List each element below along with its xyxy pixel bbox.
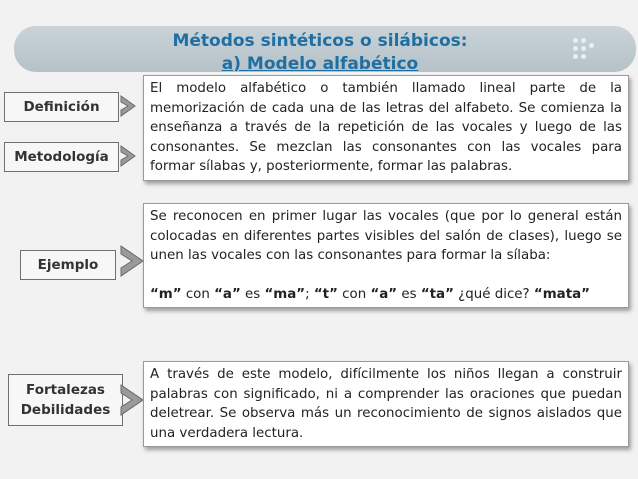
arrow-right-icon bbox=[120, 245, 144, 277]
label-ejemplo: Ejemplo bbox=[20, 250, 116, 280]
title-line-1: Métodos sintéticos o silábicos: bbox=[172, 31, 468, 51]
arrow-right-icon bbox=[120, 384, 144, 416]
definicion-text: El modelo alfabético o también llamado lineal parte de la memorización de cada una de las letras del alfabeto. Se comienza la enseñanza a través de la repetición de las vocales y luego de las consonantes. Se mezclan las consonantes con las vocales para formar sílabas y, posteriormente, formar las palabras. bbox=[150, 81, 622, 174]
label-debilidades: Debilidades bbox=[20, 402, 111, 418]
definicion-text-box bbox=[143, 75, 629, 181]
slide-title bbox=[150, 30, 490, 76]
label-definicion: Definición bbox=[4, 92, 119, 122]
ejemplo-text-box bbox=[143, 203, 629, 308]
label-metodologia: Metodología bbox=[4, 142, 119, 172]
label-fortalezas: Fortalezas bbox=[26, 382, 105, 398]
decorative-dots bbox=[573, 38, 599, 60]
arrow-right-icon bbox=[120, 145, 136, 167]
fortalezas-text: A través de este modelo, difícilmente los niños llegan a construir palabras con significado, ni a comprender las oraciones que puedan deletrear. Se observa más un reconocimiento de signos aislados que una verdadera lectura. bbox=[150, 367, 622, 441]
label-fortalezas-debilidades bbox=[8, 374, 123, 426]
fortalezas-text-box bbox=[143, 361, 629, 447]
ejemplo-example-line: “m” con “a” es “ma”; “t” con “a” es “ta” ¿qué dice? “mata” bbox=[150, 286, 590, 302]
arrow-right-icon bbox=[120, 95, 136, 117]
title-line-2: a) Modelo alfabético bbox=[221, 54, 419, 74]
ejemplo-text: Se reconocen en primer lugar las vocales (que por lo general están colocadas en diferentes partes visibles del salón de clases), luego se unen las vocales con las consonantes para formar la sílaba: bbox=[150, 209, 622, 263]
